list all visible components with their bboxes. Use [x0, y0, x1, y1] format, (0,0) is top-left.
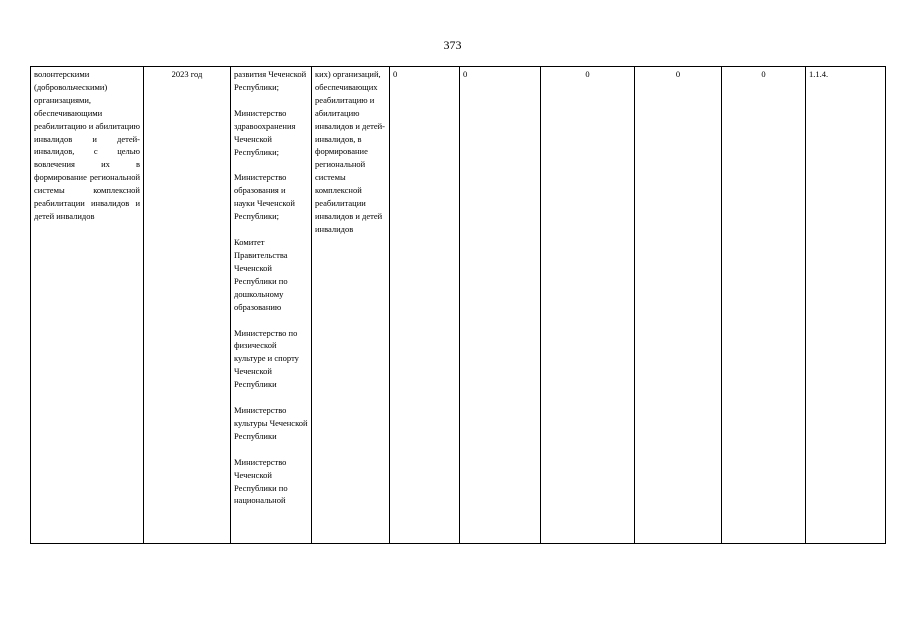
description-cell: волонтерскими (добровольческими) организациями, обеспечивающими реабилитацию и абилитацию инвалидов и детей-инвалидов, с целью вовлечения их в формирование региональной системы комплексной реабилитации инвалидов и детей инвалидов: [31, 67, 144, 544]
value-cell: 0: [635, 67, 722, 544]
executors-cell: [231, 67, 312, 544]
executor-item: Министерство культуры Чеченской Республики: [234, 405, 308, 441]
value-cell: 0: [390, 67, 460, 544]
value-cell: 0: [460, 67, 541, 544]
table-row: [31, 67, 886, 544]
executor-item: развития Чеченской Республики;: [234, 69, 307, 92]
document-table: [30, 66, 886, 544]
result-cell: ких) организаций, обеспечивающих реабилитацию и абилитацию инвалидов и детей-инвалидов, в формирование региональной системы комплексной реабилитации инвалидов и детей инвалидов: [312, 67, 390, 544]
executor-item: Министерство образования и науки Чеченской Республики;: [234, 172, 295, 222]
executor-item: Министерство здравоохранения Чеченской Республики;: [234, 107, 296, 157]
code-cell: 1.1.4.: [806, 67, 886, 544]
executor-item: Комитет Правительства Чеченской Республики по дошкольному образованию: [234, 237, 288, 312]
page-number: 373: [443, 38, 462, 52]
executor-item: Министерство Чеченской Республики по национальной: [234, 456, 288, 506]
year-cell: 2023 год: [144, 67, 231, 544]
value-cell: 0: [722, 67, 806, 544]
value-cell: 0: [541, 67, 635, 544]
executor-item: Министерство по физической культуре и спорту Чеченской Республики: [234, 327, 299, 390]
